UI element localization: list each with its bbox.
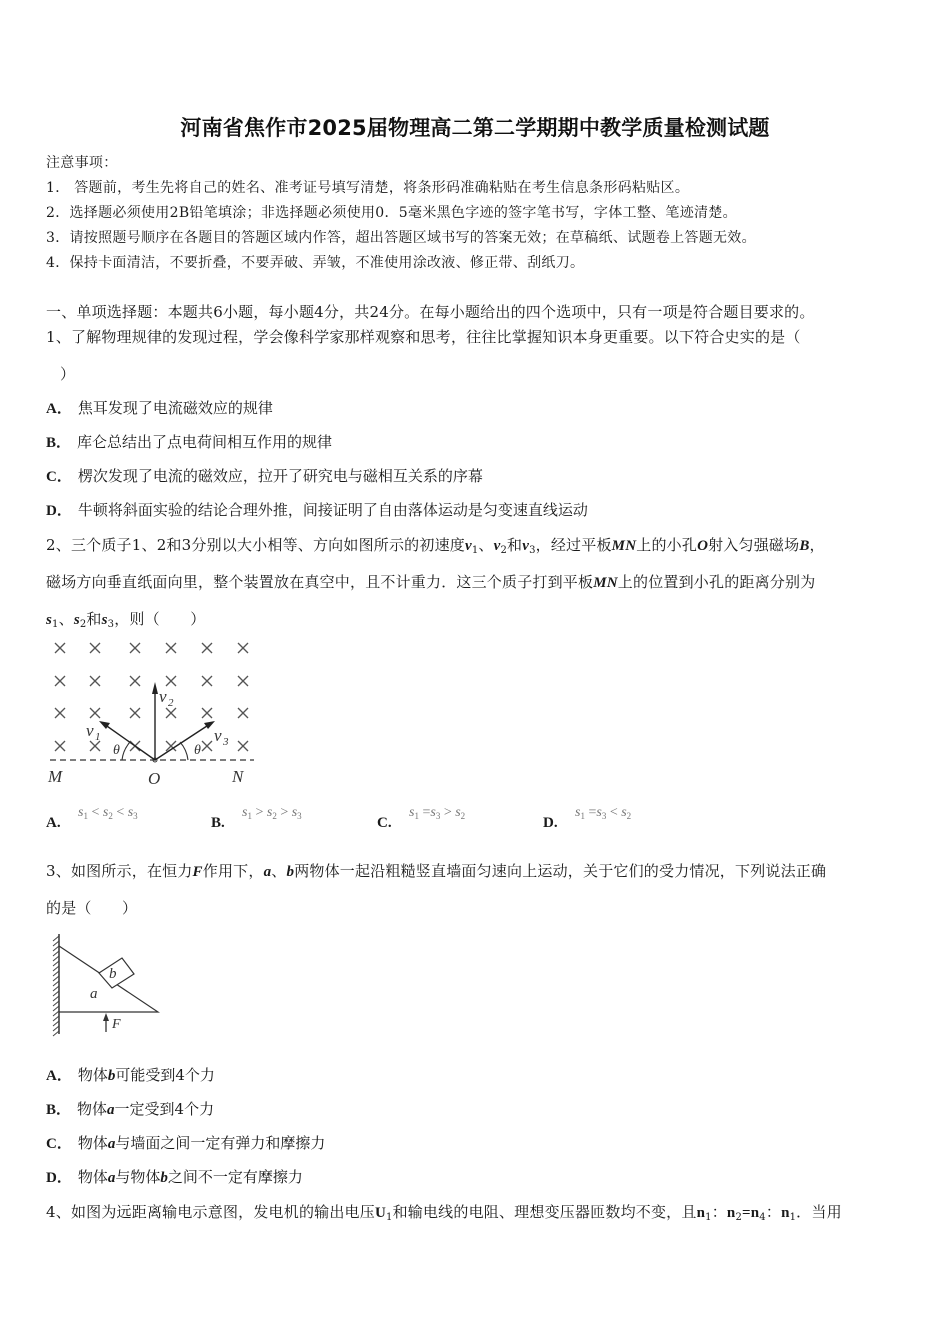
f: s	[621, 805, 627, 820]
q1-option-b[interactable]	[46, 431, 332, 452]
svg-text:1: 1	[95, 731, 101, 743]
sub: 1	[386, 1212, 393, 1223]
text: ，则（ ）	[114, 610, 206, 628]
q2-stem-line1	[46, 534, 825, 556]
text: 和输电线的电阻、理想变压器匝数均不变，且	[392, 1203, 697, 1221]
f: 1	[580, 811, 585, 821]
f: =	[588, 805, 597, 820]
q2-magnetic-field-figure	[44, 636, 259, 790]
f: 3	[601, 811, 607, 821]
q4-stem-line1	[46, 1201, 842, 1223]
svg-text:v: v	[214, 726, 222, 745]
var-v: v	[464, 538, 472, 554]
sub: 3	[107, 619, 115, 630]
var-s: s	[101, 612, 108, 628]
option-label: D．	[46, 503, 72, 519]
q2-formula-b	[242, 805, 302, 821]
sub: 1	[705, 1212, 712, 1223]
sub: 4	[759, 1212, 766, 1223]
option-label: A．	[46, 401, 72, 417]
text: 和	[86, 610, 102, 628]
option-label: A．	[46, 1068, 72, 1084]
text: 可能受到4个力	[115, 1066, 215, 1084]
q1-stem-close: ）	[60, 365, 76, 383]
text: 与物体	[115, 1168, 161, 1186]
f: s	[291, 805, 298, 820]
f: <	[116, 805, 125, 820]
svg-text:O: O	[148, 769, 161, 788]
sub: 3	[529, 545, 536, 556]
svg-text:2: 2	[168, 697, 174, 709]
var-n: n	[726, 1205, 736, 1221]
f: 1	[83, 811, 88, 821]
option-text: 库仑总结出了点电荷间相互作用的规律	[77, 433, 333, 451]
var-n: n	[781, 1205, 790, 1221]
f: =	[422, 805, 431, 820]
text: 磁场方向垂直纸面向里，整个装置放在真空中，且不计重力．这三个质子打到平板	[46, 573, 594, 591]
svg-text:b: b	[109, 966, 117, 982]
q3-stem-line1	[46, 860, 826, 881]
f: <	[91, 805, 100, 820]
option-text: 焦耳发现了电流磁效应的规律	[77, 399, 273, 417]
var-f: F	[192, 864, 203, 880]
f: 3	[435, 811, 441, 821]
q2-option-d[interactable]	[543, 815, 558, 832]
q3-wall-block-figure	[44, 930, 164, 1038]
var-b: b	[286, 864, 295, 880]
f: s	[409, 805, 415, 820]
sub: 1	[471, 545, 479, 556]
q3-option-c[interactable]	[46, 1132, 325, 1153]
text: ：	[765, 1203, 782, 1221]
notice-item-2: 2．选择题必须使用2B铅笔填涂；非选择题必须使用0．5毫米黑色字迹的签字笔书写，字体工整、笔迹清楚。	[46, 205, 737, 221]
f: 3	[133, 811, 138, 821]
notice-item-3: 3．请按照题号顺序在各题目的答题区域内作答，超出答题区域书写的答案无效；在草稿纸、试题卷上答题无效。	[46, 230, 756, 246]
svg-text:v: v	[86, 721, 94, 740]
q2-formula-d	[575, 805, 631, 821]
svg-text:a: a	[90, 986, 98, 1002]
f: 2	[108, 811, 113, 821]
f: 3	[297, 811, 302, 821]
f: 1	[247, 811, 252, 821]
sub: 2	[79, 619, 87, 630]
sub: 1	[52, 619, 59, 630]
text: 射入匀强磁场	[708, 536, 800, 554]
var-b: B	[799, 538, 810, 554]
f: <	[609, 805, 618, 820]
sub: 2	[500, 545, 508, 556]
f: s	[102, 805, 109, 820]
q1-option-a[interactable]	[46, 397, 273, 418]
text: 与墙面之间一定有弹力和摩擦力	[115, 1134, 326, 1152]
svg-text:M: M	[48, 767, 63, 786]
option-label: C．	[46, 469, 72, 485]
svg-text:v: v	[159, 687, 167, 706]
text: 3、如图所示，在恒力	[46, 862, 193, 880]
option-label: A.	[46, 815, 61, 831]
var-a: a	[263, 864, 272, 880]
option-label: B．	[46, 1102, 72, 1118]
f: s	[266, 805, 273, 820]
text: 作用下，	[202, 862, 264, 880]
var-n: n	[696, 1205, 706, 1221]
var: a	[107, 1136, 116, 1152]
var: b	[107, 1068, 116, 1084]
f: 2	[272, 811, 277, 821]
var-mn: MN	[611, 538, 637, 554]
f: >	[255, 805, 264, 820]
q2-option-b[interactable]	[211, 815, 225, 832]
var-v: v	[493, 538, 501, 554]
text: 、	[271, 862, 287, 880]
f: 2	[460, 811, 466, 821]
svg-text:θ: θ	[194, 743, 201, 758]
notice-item-1: 1． 答题前，考生先将自己的姓名、准考证号填写清楚，将条形码准确粘贴在考生信息条形码粘贴区。	[46, 180, 690, 196]
f: >	[443, 805, 452, 820]
text: ．当用	[796, 1203, 842, 1221]
wall-block-diagram	[44, 930, 164, 1038]
svg-text:θ: θ	[113, 743, 120, 758]
var: b	[160, 1170, 168, 1186]
option-label: D．	[46, 1170, 72, 1186]
q2-stem-line3	[46, 608, 205, 630]
q1-stem: 1、了解物理规律的发现过程，学会像科学家那样观察和思考，往往比掌握知识本身更重要。以下符合史实的是（	[46, 328, 801, 346]
sub: 1	[789, 1212, 797, 1223]
q2-option-a[interactable]	[46, 815, 61, 832]
var-n: n	[750, 1205, 760, 1221]
text: ，	[809, 536, 825, 554]
var: a	[107, 1170, 116, 1186]
f: s	[596, 805, 602, 820]
notice-heading: 注意事项：	[46, 155, 118, 171]
f: s	[455, 805, 461, 820]
q2-option-c[interactable]	[377, 815, 392, 832]
var: a	[107, 1102, 115, 1118]
section-heading: 一、单项选择题：本题共6小题，每小题4分，共24分。在每小题给出的四个选项中，只有一项是符合题目要求的。	[46, 303, 815, 321]
svg-text:F: F	[112, 1017, 121, 1032]
svg-text:3: 3	[223, 736, 229, 748]
magnetic-field-diagram	[44, 636, 259, 790]
q1-option-d[interactable]	[46, 499, 588, 520]
q3-option-b[interactable]	[46, 1098, 214, 1119]
option-label: C.	[377, 815, 392, 831]
text: 物体	[77, 1100, 108, 1118]
q1-option-c[interactable]	[46, 465, 483, 486]
q3-stem-line2: 的是（ ）	[46, 899, 138, 917]
sub: 2	[735, 1212, 742, 1223]
var-mn: MN	[593, 575, 618, 591]
var-v: v	[522, 538, 530, 554]
q2-formula-a	[78, 805, 138, 821]
var-s: s	[46, 612, 53, 628]
svg-text:N: N	[232, 767, 244, 786]
text: ：	[711, 1203, 727, 1221]
f: s	[127, 805, 134, 820]
text: 上的位置到小孔的距离分别为	[617, 573, 816, 591]
text: 上的小孔	[636, 536, 698, 554]
text: =	[742, 1205, 751, 1221]
text: 4、如图为远距离输电示意图，发电机的输出电压	[46, 1203, 375, 1221]
f: s	[242, 805, 248, 820]
text: 、	[478, 536, 494, 554]
text: 、	[58, 610, 74, 628]
f: >	[280, 805, 289, 820]
var-u: U	[374, 1205, 386, 1221]
option-label: B．	[46, 435, 72, 451]
option-text: 楞次发现了电流的磁效应，拉开了研究电与磁相互关系的序幕	[77, 467, 483, 485]
notice-item-4: 4．保持卡面清洁，不要折叠，不要弄破、弄皱，不准使用涂改液、修正带、刮纸刀。	[46, 255, 585, 271]
text: 物体	[77, 1066, 108, 1084]
q2-stem-line2	[46, 571, 815, 592]
f: s	[430, 805, 436, 820]
q3-option-d[interactable]	[46, 1166, 303, 1187]
text: 和	[507, 536, 523, 554]
q3-option-a[interactable]	[46, 1064, 215, 1085]
var-s: s	[73, 612, 80, 628]
f: 2	[626, 811, 632, 821]
text: 物体	[77, 1168, 108, 1186]
q2-formula-c	[409, 805, 465, 821]
text: 两物体一起沿粗糙竖直墙面匀速向上运动，关于它们的受力情况，下列说法正确	[294, 862, 827, 880]
text: ，经过平板	[535, 536, 612, 554]
text: 2、三个质子1、2和3分别以大小相等、方向如图所示的初速度	[46, 536, 465, 554]
f: s	[78, 805, 84, 820]
option-text: 牛顿将斜面实验的结论合理外推，间接证明了自由落体运动是匀变速直线运动	[77, 501, 588, 519]
text: 之间不一定有摩擦力	[167, 1168, 303, 1186]
f: 1	[414, 811, 419, 821]
option-label: C．	[46, 1136, 72, 1152]
var-o: O	[697, 538, 709, 554]
option-label: B.	[211, 815, 225, 831]
text: 物体	[77, 1134, 108, 1152]
f: s	[575, 805, 581, 820]
page-title: 河南省焦作市2025届物理高二第二学期期中教学质量检测试题	[180, 116, 770, 140]
q2-options	[46, 805, 686, 840]
option-label: D.	[543, 815, 558, 831]
text: 一定受到4个力	[114, 1100, 215, 1118]
